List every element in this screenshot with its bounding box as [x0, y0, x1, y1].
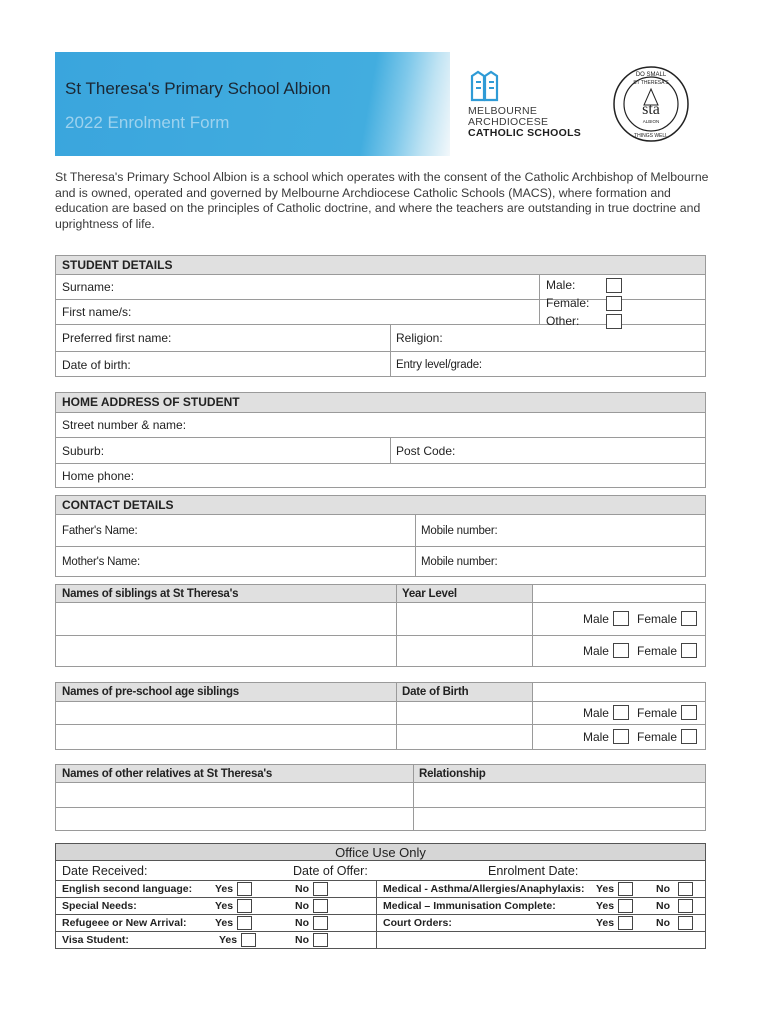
- yes-option: [215, 881, 252, 897]
- father-row: [56, 514, 705, 546]
- crest-top-text: DO SMALL: [635, 72, 667, 78]
- no-checkbox[interactable]: [678, 916, 693, 930]
- date-received-label[interactable]: Date Received:: [62, 863, 148, 878]
- sibling-row-1[interactable]: [56, 602, 705, 635]
- macs-line-3: CATHOLIC SCHOOLS: [468, 127, 582, 139]
- male-label: Male:: [546, 277, 576, 292]
- yes-label: Yes: [219, 934, 238, 946]
- school-title: St Theresa's Primary School Albion: [65, 79, 331, 98]
- yes-checkbox[interactable]: [237, 916, 252, 930]
- divider: [376, 932, 377, 948]
- yes-checkbox[interactable]: [618, 899, 633, 913]
- siblings-name-header: Names of siblings at St Theresa's: [62, 587, 239, 600]
- yes-checkbox[interactable]: [241, 933, 256, 947]
- divider: [376, 915, 377, 931]
- enrolment-date-label[interactable]: Enrolment Date:: [488, 863, 579, 878]
- student-details-heading: STUDENT DETAILS: [56, 256, 705, 274]
- no-label: No: [295, 917, 309, 929]
- mother-row: [56, 546, 705, 577]
- court-orders-label: Court Orders:: [383, 917, 452, 929]
- no-checkbox[interactable]: [678, 882, 693, 896]
- yes-label: Yes: [215, 900, 234, 912]
- male-checkbox[interactable]: [606, 278, 622, 293]
- yes-label: Yes: [596, 917, 615, 929]
- female-checkbox[interactable]: [681, 729, 697, 744]
- no-option: [295, 915, 328, 931]
- preschool-row-2[interactable]: [56, 724, 705, 750]
- crest-bottom-text: THINGS WELL: [634, 133, 668, 139]
- suburb-label[interactable]: Suburb:: [62, 443, 105, 458]
- father-mobile-label[interactable]: Mobile number:: [421, 524, 498, 537]
- banner-blue-panel: [55, 52, 450, 156]
- siblings-year-header: Year Level: [402, 587, 457, 600]
- crest-monogram: sta: [642, 101, 660, 118]
- no-checkbox[interactable]: [313, 933, 328, 947]
- yes-label: Yes: [596, 883, 615, 895]
- yes-option: [219, 932, 256, 948]
- macs-line-1: MELBOURNE: [468, 105, 538, 117]
- no-label: No: [656, 900, 670, 912]
- other-checkbox[interactable]: [606, 314, 622, 329]
- preschool-header-row: [56, 683, 705, 701]
- relatives-table: [55, 764, 706, 831]
- no-checkbox[interactable]: [678, 899, 693, 913]
- no-label: No: [295, 900, 309, 912]
- date-of-offer-label[interactable]: Date of Offer:: [293, 863, 368, 878]
- male-label: Male: [582, 643, 609, 658]
- male-checkbox[interactable]: [613, 729, 629, 744]
- special-needs-label: Special Needs:: [62, 900, 137, 912]
- no-checkbox[interactable]: [313, 899, 328, 913]
- postcode-label[interactable]: Post Code:: [396, 443, 456, 458]
- mother-name-label[interactable]: Mother's Name:: [62, 556, 141, 568]
- sibling-row-2[interactable]: [56, 635, 705, 667]
- no-label: No: [295, 934, 309, 946]
- preschool-dob-header: Date of Birth: [402, 686, 469, 698]
- office-row-3: [56, 914, 705, 931]
- female-label: Female: [636, 611, 677, 626]
- relatives-header-row: [56, 765, 705, 782]
- divider: [532, 585, 533, 666]
- intro-paragraph: St Theresa's Primary School Albion is a school which operates with the consent of the Catholic Archbishop of Melbourne and is owned, operated and governed by Melbourne Archdiocese Catholic Schools (MACS), where formation and education are based on the principles of Catholic doctrine, and where the teachers are outstanding in true doctrine and uprightness of life.: [55, 170, 709, 231]
- male-checkbox[interactable]: [613, 611, 629, 626]
- male-label: Male: [582, 729, 609, 744]
- yes-option: [215, 898, 252, 914]
- home-address-table: [55, 392, 706, 488]
- office-row-1: [56, 880, 705, 897]
- contact-details-heading: CONTACT DETAILS: [56, 496, 705, 514]
- female-label: Female: [636, 705, 677, 720]
- preschool-siblings-table: [55, 682, 706, 750]
- no-option: [295, 898, 328, 914]
- yes-checkbox[interactable]: [618, 882, 633, 896]
- preschool-2-gender: [583, 729, 697, 744]
- surname-label: Surname:: [62, 280, 115, 294]
- header-banner: [55, 52, 706, 156]
- office-row-4: [56, 931, 705, 948]
- divider: [413, 765, 414, 830]
- refugee-label: Refugeee or New Arrival:: [62, 917, 187, 929]
- female-checkbox[interactable]: [681, 611, 697, 626]
- street-label: Street number & name:: [62, 418, 187, 432]
- relative-row-2[interactable]: [56, 807, 705, 831]
- macs-wordmark: [468, 106, 581, 139]
- religion-label[interactable]: Religion:: [396, 331, 443, 345]
- office-use-table: [55, 843, 706, 949]
- father-name-label[interactable]: Father's Name:: [62, 524, 138, 537]
- mother-mobile-label[interactable]: Mobile number:: [421, 556, 498, 568]
- female-checkbox[interactable]: [681, 643, 697, 658]
- relatives-relationship-header: Relationship: [419, 767, 486, 780]
- gender-options: [546, 276, 636, 330]
- female-checkbox[interactable]: [606, 296, 622, 311]
- no-label: No: [295, 883, 309, 895]
- yes-option: [596, 881, 633, 897]
- yes-option: [596, 915, 633, 931]
- no-option: [656, 915, 693, 931]
- female-label: Female: [636, 729, 677, 744]
- divider: [396, 683, 397, 749]
- no-option: [656, 881, 693, 897]
- divider: [376, 898, 377, 914]
- yes-option: [215, 915, 252, 931]
- preferred-name-label[interactable]: Preferred first name:: [62, 331, 172, 345]
- suburb-postcode-row: [56, 437, 705, 463]
- office-use-title: Office Use Only: [56, 844, 705, 861]
- relative-row-1[interactable]: [56, 782, 705, 807]
- student-details-table: [55, 255, 706, 377]
- divider: [396, 585, 397, 666]
- crest-place-text: ALBION: [642, 119, 660, 124]
- macs-emblem-icon: [468, 70, 502, 104]
- preschool-name-header: Names of pre-school age siblings: [62, 686, 240, 698]
- yes-label: Yes: [215, 917, 234, 929]
- entry-level-label[interactable]: Entry level/grade:: [396, 358, 482, 371]
- siblings-table: [55, 584, 706, 667]
- male-checkbox[interactable]: [613, 705, 629, 720]
- form-title: 2022 Enrolment Form: [65, 113, 230, 132]
- home-phone-label: Home phone:: [62, 469, 135, 483]
- visa-student-label: Visa Student:: [62, 934, 129, 946]
- office-dates-row: [56, 861, 705, 880]
- other-label: Other:: [546, 313, 580, 328]
- street-row[interactable]: [56, 412, 705, 437]
- macs-logo: [468, 70, 608, 140]
- english-second-language-label: English second language:: [62, 883, 193, 895]
- siblings-header-row: [56, 585, 705, 602]
- no-checkbox[interactable]: [313, 882, 328, 896]
- relatives-name-header: Names of other relatives at St Theresa's: [62, 767, 273, 780]
- female-checkbox[interactable]: [681, 705, 697, 720]
- yes-checkbox[interactable]: [237, 882, 252, 896]
- contact-details-table: [55, 495, 706, 577]
- dob-label[interactable]: Date of birth:: [62, 357, 131, 372]
- no-option: [295, 932, 328, 948]
- macs-line-2: ARCHDIOCESE: [468, 116, 549, 128]
- no-option: [656, 898, 693, 914]
- male-label: Male: [582, 611, 609, 626]
- sibling-1-gender: [583, 611, 697, 626]
- no-label: No: [656, 883, 670, 895]
- office-row-2: [56, 897, 705, 914]
- no-checkbox[interactable]: [313, 916, 328, 930]
- medical-immunisation-label: Medical – Immunisation Complete:: [383, 900, 556, 912]
- yes-label: Yes: [596, 900, 615, 912]
- medical-asthma-label: Medical - Asthma/Allergies/Anaphylaxis:: [383, 883, 585, 895]
- yes-option: [596, 898, 633, 914]
- sibling-2-gender: [583, 643, 697, 658]
- yes-checkbox[interactable]: [618, 916, 633, 930]
- divider: [539, 274, 540, 324]
- female-label: Female: [636, 643, 677, 658]
- no-label: No: [656, 917, 670, 929]
- preschool-1-gender: [583, 705, 697, 720]
- preschool-row-1[interactable]: [56, 701, 705, 724]
- female-label: Female:: [546, 295, 590, 310]
- dob-entry-row: [56, 351, 705, 377]
- yes-checkbox[interactable]: [237, 899, 252, 913]
- male-checkbox[interactable]: [613, 643, 629, 658]
- yes-label: Yes: [215, 883, 234, 895]
- no-option: [295, 881, 328, 897]
- divider: [376, 881, 377, 897]
- st-theresas-crest-icon: [612, 65, 690, 143]
- crest-ring-text: ST THERESA'S: [633, 80, 669, 86]
- first-names-label: First name/s:: [62, 305, 132, 319]
- home-address-heading: HOME ADDRESS OF STUDENT: [56, 393, 705, 412]
- home-phone-row[interactable]: [56, 463, 705, 488]
- male-label: Male: [582, 705, 609, 720]
- divider: [532, 683, 533, 749]
